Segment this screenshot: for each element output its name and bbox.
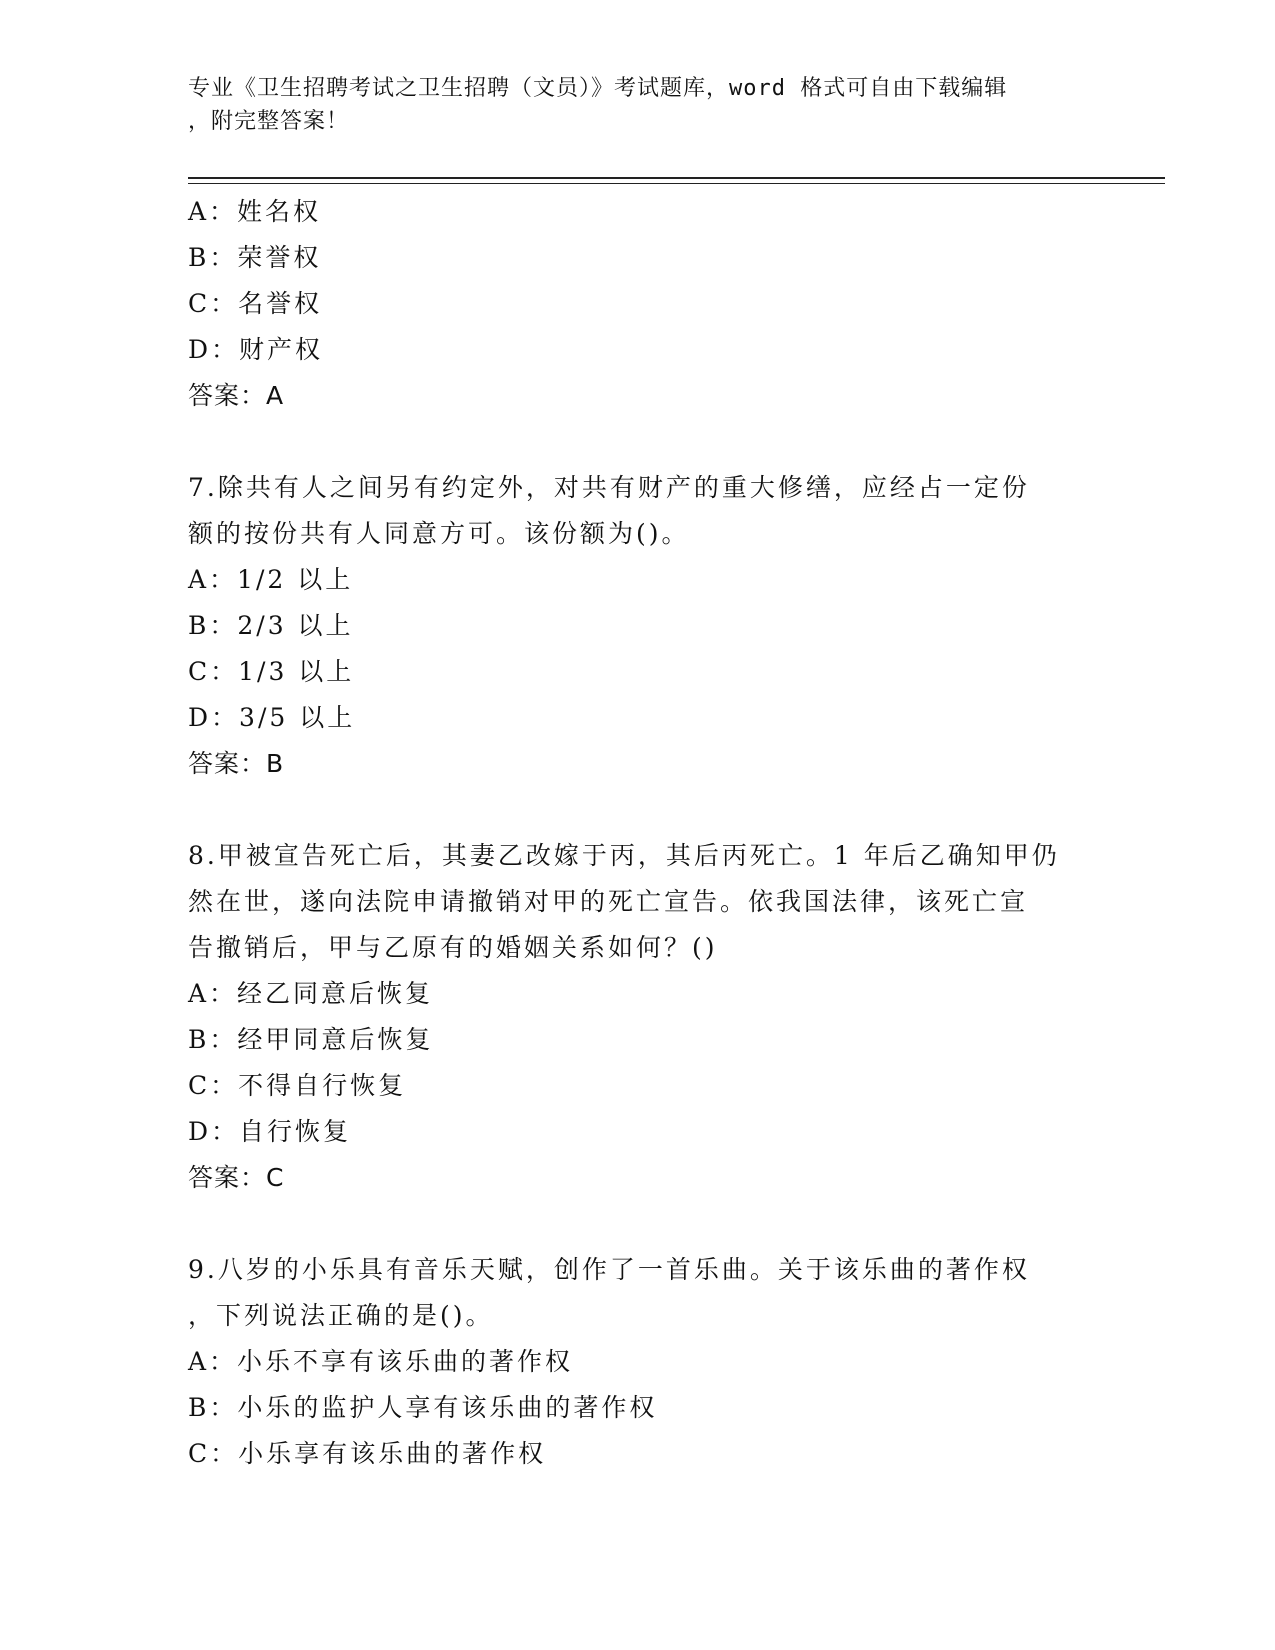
question-6-block (188, 189, 1088, 419)
spacer (188, 419, 1088, 465)
header-divider-thick (188, 177, 1165, 179)
document-header (188, 72, 1068, 138)
option-a: A：1/2 以上 (188, 565, 354, 594)
spacer (188, 1201, 1088, 1247)
question-9-block (188, 1247, 1088, 1477)
option-d: D：财产权 (188, 335, 324, 364)
question-text-line: ，下列说法正确的是()。 (188, 1301, 494, 1330)
question-text-line: 8.甲被宣告死亡后，其妻乙改嫁于丙，其后丙死亡。1 年后乙确知甲仍 (188, 841, 1060, 870)
answer-line: 答案：C (188, 1163, 285, 1192)
option-a: A：姓名权 (188, 197, 322, 226)
option-b: B：2/3 以上 (188, 611, 354, 640)
option-d: D：自行恢复 (188, 1117, 352, 1146)
question-text-line: 然在世，遂向法院申请撤销对甲的死亡宣告。依我国法律，该死亡宣 (188, 887, 1029, 916)
option-b: B：荣誉权 (188, 243, 322, 272)
option-a: A：经乙同意后恢复 (188, 979, 434, 1008)
option-c: C：小乐享有该乐曲的著作权 (188, 1439, 547, 1468)
option-a: A：小乐不享有该乐曲的著作权 (188, 1347, 574, 1376)
question-text-line: 7.除共有人之间另有约定外，对共有财产的重大修缮，应经占一定份 (188, 473, 1030, 502)
question-text-line: 告撤销后，甲与乙原有的婚姻关系如何？() (188, 933, 718, 962)
header-line-2: ，附完整答案！ (188, 109, 350, 134)
option-c: C：不得自行恢复 (188, 1071, 407, 1100)
option-b: B：小乐的监护人享有该乐曲的著作权 (188, 1393, 658, 1422)
question-list (188, 189, 1088, 1477)
question-text-line: 额的按份共有人同意方可。该份额为()。 (188, 519, 690, 548)
spacer (188, 787, 1088, 833)
option-c: C：名誉权 (188, 289, 323, 318)
question-7-block (188, 465, 1088, 787)
option-c: C：1/3 以上 (188, 657, 355, 686)
option-b: B：经甲同意后恢复 (188, 1025, 434, 1054)
header-line-1: 专业《卫生招聘考试之卫生招聘（文员）》考试题库，word 格式可自由下载编辑 (188, 76, 1008, 101)
answer-line: 答案：B (188, 749, 285, 778)
question-text-line: 9.八岁的小乐具有音乐天赋，创作了一首乐曲。关于该乐曲的著作权 (188, 1255, 1030, 1284)
header-divider-thin (188, 183, 1165, 184)
option-d: D：3/5 以上 (188, 703, 356, 732)
answer-line: 答案：A (188, 381, 285, 410)
question-8-block (188, 833, 1088, 1201)
